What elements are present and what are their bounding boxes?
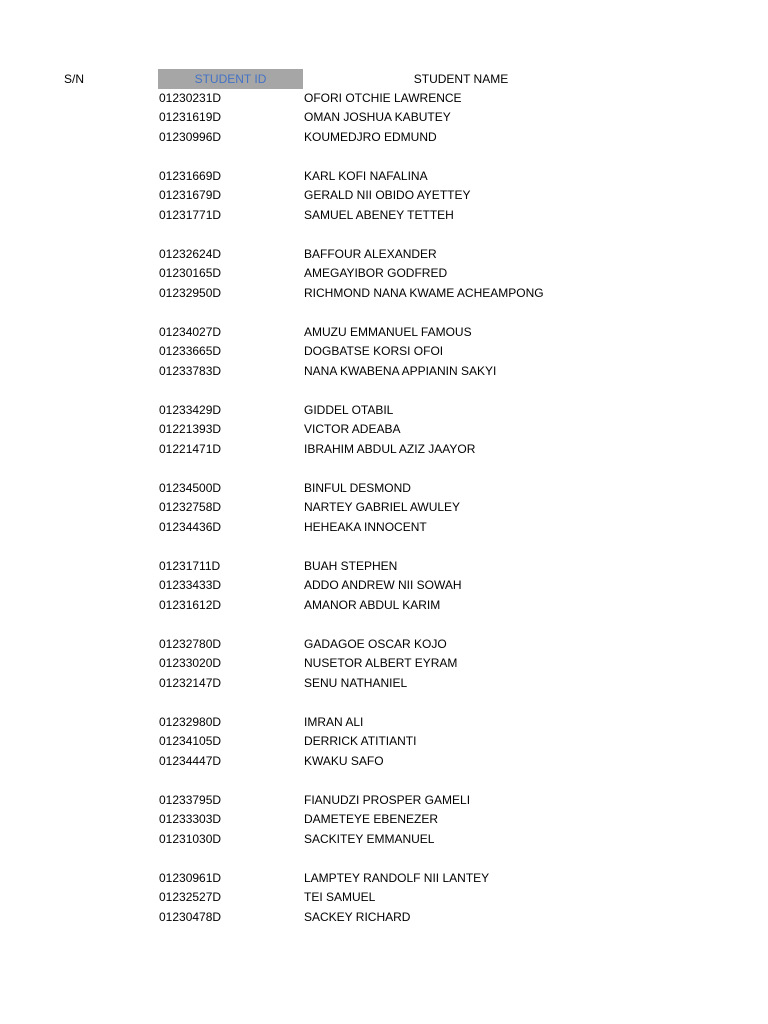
student-id-cell[interactable]: 01233783D bbox=[159, 363, 222, 378]
student-id-cell[interactable]: 01234436D bbox=[159, 519, 222, 534]
student-id-cell[interactable]: 01231619D bbox=[159, 110, 222, 125]
student-name-cell[interactable]: SAMUEL ABENEY TETTEH bbox=[304, 207, 454, 222]
student-id-cell[interactable]: 01232147D bbox=[159, 675, 222, 690]
student-name-cell[interactable]: IMRAN ALI bbox=[304, 715, 364, 729]
table-row bbox=[0, 323, 768, 342]
student-id-cell[interactable]: 01231679D bbox=[159, 188, 222, 203]
student-name-cell[interactable]: NARTEY GABRIEL AWULEY bbox=[304, 500, 461, 515]
student-id-cell[interactable]: 01233665D bbox=[159, 344, 222, 359]
table-row bbox=[0, 888, 768, 907]
student-id-cell[interactable]: 01221471D bbox=[159, 441, 222, 456]
student-id-cell[interactable]: 01233433D bbox=[159, 578, 222, 593]
table-row bbox=[0, 518, 768, 537]
student-id-cell[interactable]: 01232758D bbox=[159, 500, 222, 515]
table-row bbox=[0, 342, 768, 361]
student-name-cell[interactable]: OFORI OTCHIE LAWRENCE bbox=[304, 91, 462, 105]
student-name-cell[interactable]: DOGBATSE KORSI OFOI bbox=[304, 344, 444, 359]
table-row bbox=[0, 128, 768, 147]
student-id-cell[interactable]: 01232624D bbox=[159, 247, 222, 261]
table-row bbox=[0, 284, 768, 303]
student-name-cell[interactable]: KWAKU SAFO bbox=[304, 753, 384, 768]
student-name-cell[interactable]: KOUMEDJRO EDMUND bbox=[304, 129, 437, 144]
table-row bbox=[0, 362, 768, 381]
table-row bbox=[0, 732, 768, 751]
student-id-cell[interactable]: 01233429D bbox=[159, 403, 222, 417]
table-row bbox=[0, 674, 768, 693]
student-id-cell[interactable]: 01231711D bbox=[159, 559, 221, 573]
header-sn[interactable]: S/N bbox=[64, 72, 85, 86]
student-id-cell[interactable]: 01232780D bbox=[159, 637, 222, 651]
student-id-cell[interactable]: 01230165D bbox=[159, 266, 222, 281]
student-name-cell[interactable]: VICTOR ADEABA bbox=[304, 422, 401, 437]
student-name-cell[interactable]: IBRAHIM ABDUL AZIZ JAAYOR bbox=[304, 441, 476, 456]
student-id-cell[interactable]: 01232950D bbox=[159, 285, 222, 300]
table-row bbox=[0, 810, 768, 829]
student-name-cell[interactable]: NUSETOR ALBERT EYRAM bbox=[304, 656, 458, 671]
student-id-cell[interactable]: 01230961D bbox=[159, 871, 222, 885]
student-id-cell[interactable]: 01221393D bbox=[159, 422, 222, 437]
table-row bbox=[0, 908, 768, 927]
student-name-cell[interactable]: HEHEAKA INNOCENT bbox=[304, 519, 427, 534]
student-id-cell[interactable]: 01230996D bbox=[159, 129, 222, 144]
student-id-cell[interactable]: 01230478D bbox=[159, 909, 222, 924]
table-row bbox=[0, 654, 768, 673]
student-id-cell[interactable]: 01231612D bbox=[159, 597, 222, 612]
student-name-cell[interactable]: NANA KWABENA APPIANIN SAKYI bbox=[304, 363, 497, 378]
student-name-cell[interactable]: BUAH STEPHEN bbox=[304, 559, 398, 573]
table-row bbox=[0, 420, 768, 439]
student-name-cell[interactable]: GERALD NII OBIDO AYETTEY bbox=[304, 188, 471, 203]
table-row bbox=[0, 791, 768, 810]
table-row bbox=[0, 576, 768, 595]
student-name-cell[interactable]: RICHMOND NANA KWAME ACHEAMPONG bbox=[304, 285, 544, 300]
table-row bbox=[0, 869, 768, 888]
table-row bbox=[0, 245, 768, 264]
student-id-cell[interactable]: 01234105D bbox=[159, 734, 222, 749]
student-id-cell[interactable]: 01233303D bbox=[159, 812, 222, 827]
student-id-cell[interactable]: 01234447D bbox=[159, 753, 222, 768]
student-name-cell[interactable]: KARL KOFI NAFALINA bbox=[304, 169, 428, 183]
student-name-cell[interactable]: AMUZU EMMANUEL FAMOUS bbox=[304, 325, 472, 339]
student-id-cell[interactable]: 01234027D bbox=[159, 325, 222, 339]
student-id-cell[interactable]: 01232980D bbox=[159, 715, 222, 729]
student-id-cell[interactable]: 01231669D bbox=[159, 169, 222, 183]
student-name-cell[interactable]: AMEGAYIBOR GODFRED bbox=[304, 266, 448, 281]
student-name-cell[interactable]: GIDDEL OTABIL bbox=[304, 403, 394, 417]
student-name-cell[interactable]: LAMPTEY RANDOLF NII LANTEY bbox=[304, 871, 490, 885]
student-id-cell[interactable]: 01230231D bbox=[159, 91, 222, 105]
student-name-cell[interactable]: DERRICK ATITIANTI bbox=[304, 734, 417, 749]
student-id-cell[interactable]: 01231771D bbox=[159, 207, 222, 222]
header-student-id[interactable]: STUDENT ID bbox=[158, 69, 303, 89]
table-row bbox=[0, 557, 768, 576]
student-name-cell[interactable]: SENU NATHANIEL bbox=[304, 675, 408, 690]
table-row bbox=[0, 830, 768, 849]
table-row bbox=[0, 167, 768, 186]
header-student-name[interactable]: STUDENT NAME bbox=[413, 72, 509, 86]
table-row bbox=[0, 206, 768, 225]
table-row bbox=[0, 401, 768, 420]
student-id-cell[interactable]: 01233795D bbox=[159, 793, 222, 807]
student-id-cell[interactable]: 01232527D bbox=[159, 890, 222, 905]
table-row bbox=[0, 498, 768, 517]
student-name-cell[interactable]: BINFUL DESMOND bbox=[304, 481, 411, 495]
student-id-cell[interactable]: 01234500D bbox=[159, 481, 222, 495]
student-id-cell[interactable]: 01233020D bbox=[159, 656, 222, 671]
student-name-cell[interactable]: TEI SAMUEL bbox=[304, 890, 376, 905]
student-name-cell[interactable]: OMAN JOSHUA KABUTEY bbox=[304, 110, 451, 125]
student-name-cell[interactable]: DAMETEYE EBENEZER bbox=[304, 812, 439, 827]
student-name-cell[interactable]: SACKEY RICHARD bbox=[304, 909, 411, 924]
table-row bbox=[0, 264, 768, 283]
student-name-cell[interactable]: GADAGOE OSCAR KOJO bbox=[304, 637, 447, 651]
student-name-cell[interactable]: AMANOR ABDUL KARIM bbox=[304, 597, 441, 612]
table-row bbox=[0, 440, 768, 459]
table-row bbox=[0, 752, 768, 771]
student-name-cell[interactable]: FIANUDZI PROSPER GAMELI bbox=[304, 793, 471, 807]
student-id-cell[interactable]: 01231030D bbox=[159, 831, 222, 846]
table-row bbox=[0, 635, 768, 654]
table-row bbox=[0, 479, 768, 498]
table-row bbox=[0, 186, 768, 205]
student-name-cell[interactable]: BAFFOUR ALEXANDER bbox=[304, 247, 437, 261]
table-row bbox=[0, 596, 768, 615]
table-row bbox=[0, 89, 768, 108]
student-name-cell[interactable]: SACKITEY EMMANUEL bbox=[304, 831, 435, 846]
student-name-cell[interactable]: ADDO ANDREW NII SOWAH bbox=[304, 578, 462, 593]
table-row bbox=[0, 713, 768, 732]
table-row bbox=[0, 108, 768, 127]
